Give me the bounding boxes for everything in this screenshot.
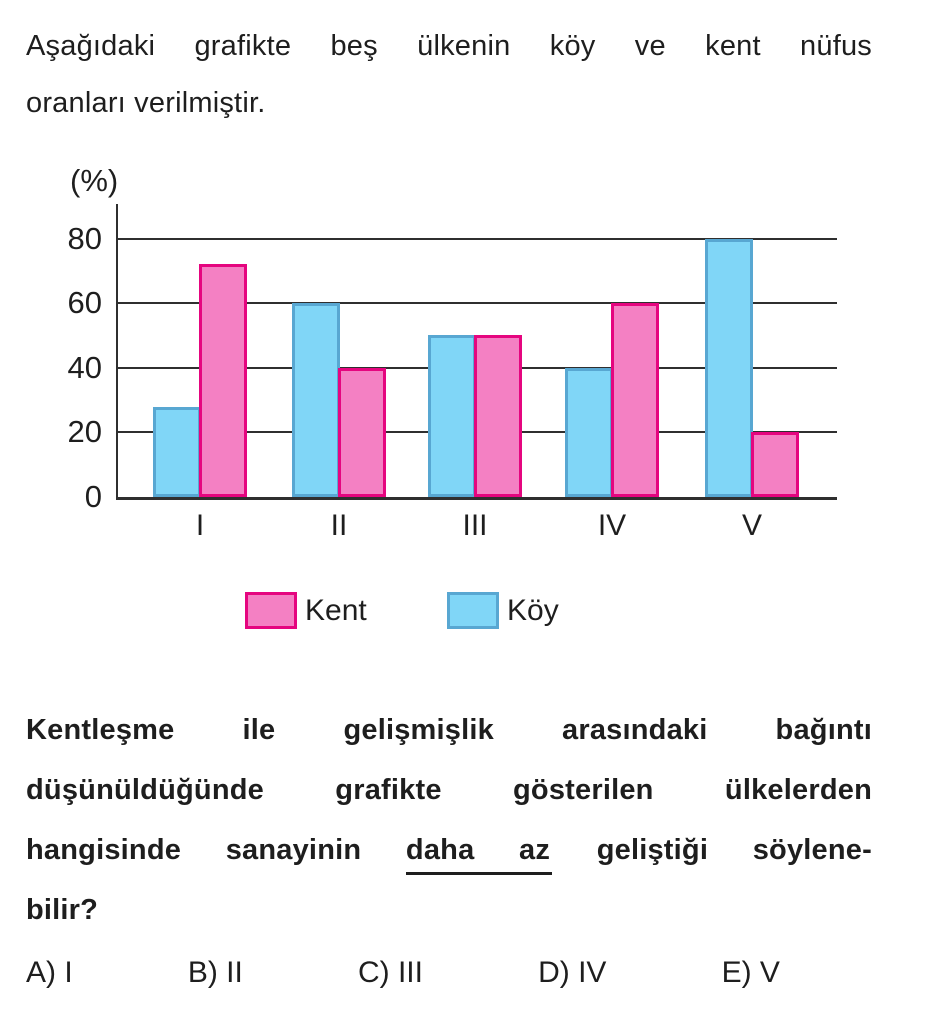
legend-item-kent	[245, 592, 367, 629]
question-line-3-suffix: geliştiği söylene-	[596, 834, 872, 866]
question-line-4: bilir?	[26, 894, 99, 926]
answer-option-D[interactable]: D) IV	[538, 956, 607, 989]
bar-kent-I	[199, 264, 247, 497]
question-paragraph	[26, 700, 872, 940]
legend-item-koy	[447, 592, 559, 629]
bar-kent-II	[338, 368, 386, 497]
question-line-1: Kentleşme ile gelişmişlik arasındaki bağıntı	[26, 714, 872, 746]
category-label-II: II	[330, 509, 348, 542]
bar-kent-IV	[611, 303, 659, 497]
answer-options-row	[26, 953, 780, 993]
y-tick-label-40: 40	[67, 349, 102, 385]
intro-line-1: Aşağıdaki grafikte beş ülkenin köy ve kent nüfus	[26, 30, 872, 62]
bar-group-III	[428, 335, 522, 497]
bar-koy-I	[153, 407, 201, 497]
bar-group-I	[153, 264, 247, 497]
bar-koy-III	[428, 335, 476, 497]
legend-label-koy: Köy	[507, 593, 559, 627]
category-label-V: V	[741, 509, 762, 542]
kent-color-swatch	[245, 592, 297, 629]
bar-kent-III	[474, 335, 522, 497]
answer-option-B[interactable]: B) II	[187, 956, 243, 989]
answer-option-A[interactable]: A) I	[26, 956, 73, 989]
category-label-IV: IV	[597, 509, 627, 542]
question-line-2: düşünüldüğünde grafikte gösterilen ülkelerden	[26, 774, 872, 806]
answer-option-C[interactable]: C) III	[357, 956, 423, 989]
y-tick-label-60: 60	[67, 285, 102, 321]
bar-group-IV	[565, 303, 659, 497]
y-tick-label-0: 0	[84, 479, 102, 514]
underlined-phrase: daha az	[406, 834, 552, 875]
bar-group-II	[292, 303, 386, 497]
intro-line-2: oranları verilmiştir.	[26, 87, 266, 119]
answer-option-E[interactable]: E) V	[721, 956, 780, 989]
question-line-3-prefix: hangisinde sanayinin	[26, 834, 362, 866]
bar-kent-V	[751, 432, 799, 497]
y-axis-unit-label: (%)	[70, 163, 119, 198]
bar-koy-V	[705, 239, 753, 497]
question-line-3	[26, 820, 872, 880]
bar-group-V	[705, 239, 799, 497]
y-tick-label-20: 20	[67, 414, 102, 450]
bar-koy-IV	[565, 368, 613, 497]
category-label-III: III	[462, 509, 488, 542]
y-tick-label-80: 80	[67, 220, 102, 256]
intro-paragraph	[26, 18, 872, 132]
koy-color-swatch	[447, 592, 499, 629]
legend-label-kent: Kent	[305, 593, 367, 627]
plot-area	[67, 204, 837, 542]
bar-koy-II	[292, 303, 340, 497]
category-label-I: I	[195, 509, 205, 542]
